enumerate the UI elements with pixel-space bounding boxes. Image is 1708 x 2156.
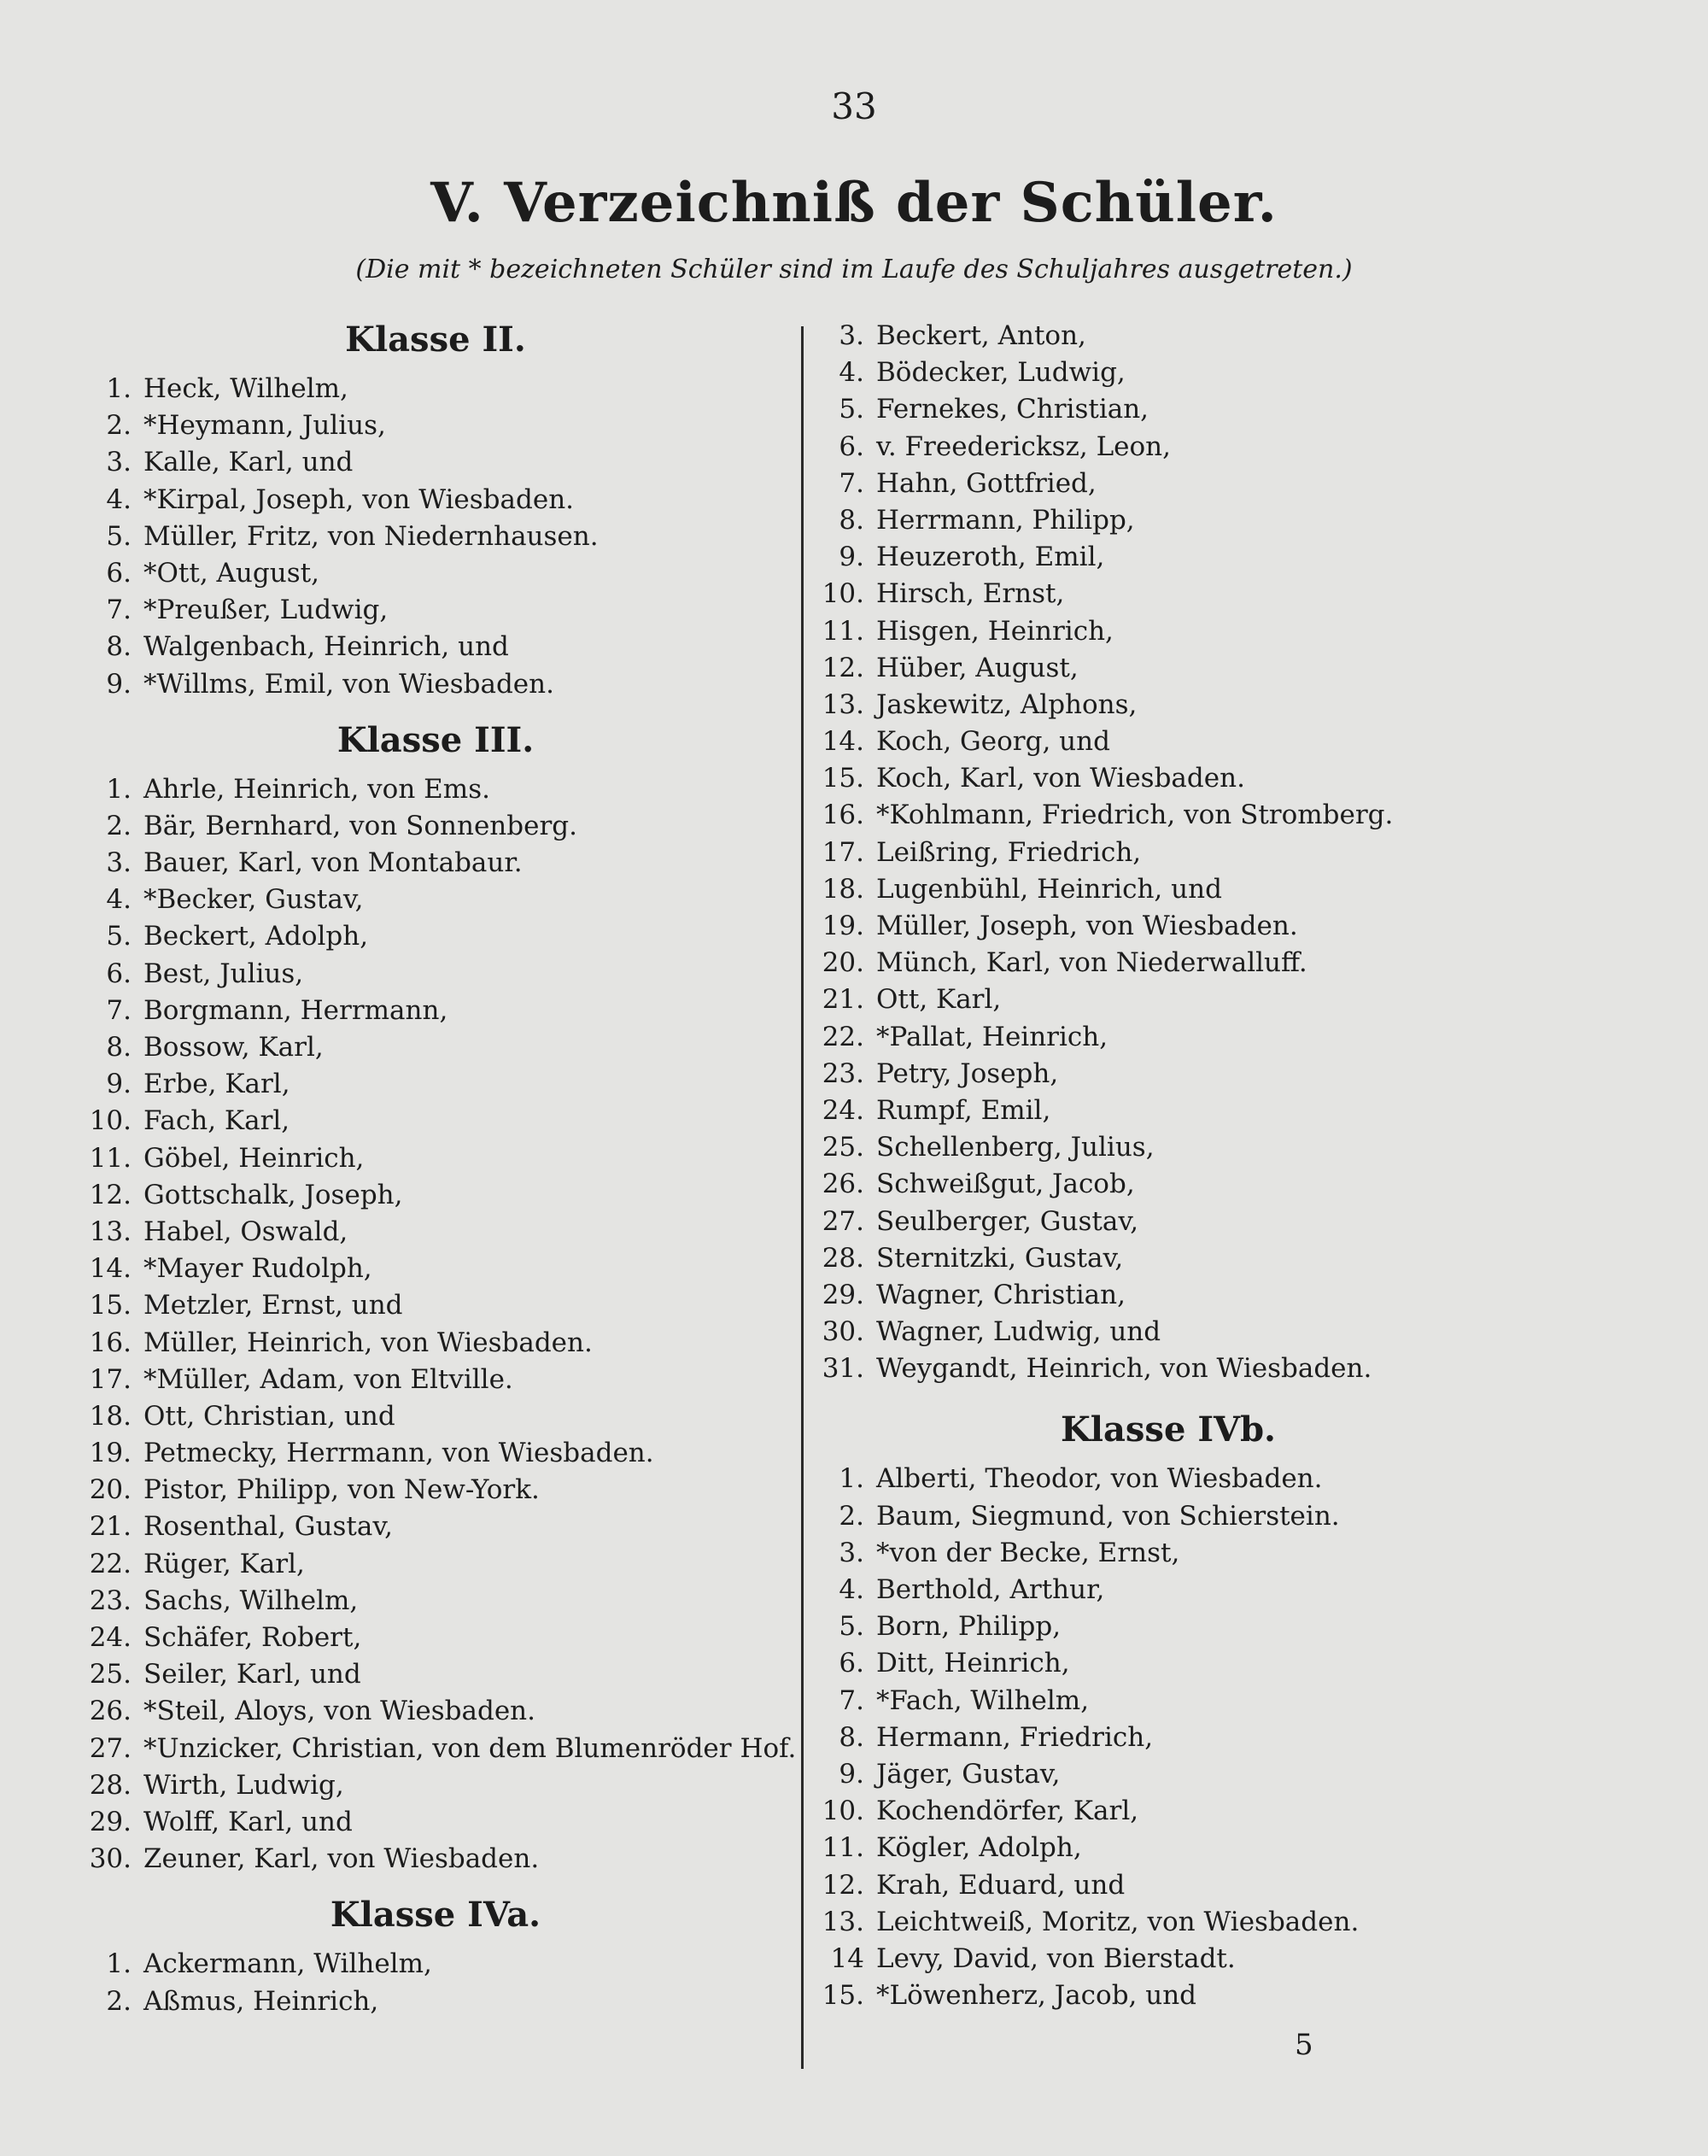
student-name: Lugenbühl, Heinrich, und — [876, 873, 1222, 905]
student-name: Göbel, Heinrich, — [143, 1142, 365, 1174]
entry-number: 8. — [839, 1721, 864, 1753]
page-title: V. Verzeichniß der Schüler. — [430, 171, 1278, 235]
entry-number: 15. — [822, 1980, 864, 2012]
student-entry — [85, 371, 786, 407]
entry-number: 1. — [106, 1948, 132, 1980]
entry-number: 15. — [89, 1290, 132, 1321]
student-entry — [85, 1620, 786, 1656]
student-entry — [818, 502, 1518, 539]
student-name: Walgenbach, Heinrich, und — [143, 631, 509, 663]
student-entry — [85, 1693, 786, 1730]
student-name: Zeuner, Karl, von Wiesbaden. — [143, 1843, 540, 1875]
student-entry — [85, 771, 786, 808]
entry-number: 17. — [89, 1363, 132, 1395]
student-entry — [85, 1946, 786, 1983]
entry-number: 10. — [89, 1105, 132, 1137]
student-entry — [818, 1093, 1518, 1129]
entry-number: 24. — [89, 1622, 132, 1653]
student-entry — [818, 908, 1518, 945]
column-divider — [801, 326, 804, 2069]
student-entry — [85, 1656, 786, 1693]
entry-number: 23. — [89, 1585, 132, 1616]
entry-number: 7. — [839, 1684, 864, 1716]
student-entry — [818, 1129, 1518, 1166]
entry-number: 14 — [830, 1942, 864, 1974]
student-entry — [818, 1572, 1518, 1608]
student-entry — [85, 1287, 786, 1324]
student-entry — [818, 871, 1518, 908]
student-name: *Heymann, Julius, — [143, 410, 386, 442]
student-name: Sternitzki, Gustav, — [876, 1242, 1124, 1274]
entry-number: 10. — [822, 578, 864, 610]
student-entry — [85, 1066, 786, 1103]
student-entry — [85, 592, 786, 629]
student-name: Bossow, Karl, — [143, 1032, 324, 1063]
student-entry — [85, 1472, 786, 1509]
student-entry — [85, 1177, 786, 1214]
entry-number: 11. — [89, 1142, 132, 1174]
student-name: Schäfer, Robert, — [143, 1622, 362, 1653]
student-name: Leißring, Friedrich, — [876, 836, 1142, 868]
student-name: Kalle, Karl, und — [143, 447, 354, 478]
entry-number: 5. — [106, 921, 132, 952]
student-name: *Löwenherz, Jacob, und — [876, 1980, 1197, 2012]
entry-number: 1. — [839, 1463, 864, 1495]
entry-number: 30. — [89, 1843, 132, 1875]
student-entry — [85, 808, 786, 845]
student-name: Kochendörfer, Karl, — [876, 1796, 1139, 1827]
student-name: Sachs, Wilhelm, — [143, 1585, 359, 1616]
class-list-II — [85, 371, 786, 703]
entry-number: 2. — [106, 410, 132, 442]
student-entry — [818, 1461, 1518, 1497]
student-name: Seiler, Karl, und — [143, 1659, 361, 1690]
student-name: Fernekes, Christian, — [876, 394, 1149, 425]
student-name: v. Freedericksz, Leon, — [876, 431, 1171, 462]
student-name: Rumpf, Emil, — [876, 1094, 1051, 1126]
student-entry — [818, 981, 1518, 1018]
entry-number: 11. — [822, 1832, 864, 1864]
student-entry — [818, 945, 1518, 981]
student-entry — [818, 466, 1518, 502]
entry-number: 14. — [822, 726, 864, 758]
entry-number: 29. — [822, 1279, 864, 1310]
student-entry — [818, 1019, 1518, 1056]
student-name: *Ott, August, — [143, 557, 319, 589]
student-name: Petmecky, Herrmann, von Wiesbaden. — [143, 1438, 654, 1469]
entry-number: 22. — [89, 1548, 132, 1579]
class-list-IVa — [85, 1946, 786, 2019]
student-entry — [85, 845, 786, 882]
student-entry — [85, 666, 786, 703]
student-entry — [85, 1804, 786, 1841]
student-name: Bödecker, Ludwig, — [876, 357, 1126, 389]
student-name: Ditt, Heinrich, — [876, 1648, 1070, 1679]
entry-number: 5. — [839, 394, 864, 425]
student-name: Heuzeroth, Emil, — [876, 542, 1105, 573]
student-entry — [85, 1435, 786, 1472]
entry-number: 1. — [106, 773, 132, 805]
class-list-III — [85, 771, 797, 1878]
student-name: Beckert, Anton, — [876, 320, 1086, 351]
left-column — [85, 318, 797, 2020]
class-heading-IVa: Klasse IVa. — [330, 1895, 541, 1936]
entry-number: 26. — [89, 1696, 132, 1727]
student-entry — [818, 1498, 1518, 1535]
student-name: Münch, Karl, von Niederwalluff. — [876, 947, 1307, 979]
student-name: Best, Julius, — [143, 958, 304, 989]
student-entry — [818, 1204, 1518, 1240]
student-entry — [818, 1904, 1518, 1941]
student-entry — [818, 687, 1518, 724]
student-name: Wirth, Ludwig, — [143, 1769, 344, 1801]
entry-number: 7. — [106, 994, 132, 1026]
entry-number: 2. — [106, 810, 132, 841]
entry-number: 25. — [89, 1659, 132, 1690]
student-name: Wolff, Karl, und — [143, 1806, 353, 1837]
entry-number: 16. — [89, 1327, 132, 1358]
entry-number: 31. — [822, 1353, 864, 1385]
student-entry — [818, 1608, 1518, 1645]
student-name: *Becker, Gustav, — [143, 884, 364, 916]
student-entry — [85, 555, 786, 592]
student-name: Ott, Karl, — [876, 984, 1002, 1016]
student-name: Leichtweiß, Moritz, von Wiesbaden. — [876, 1906, 1360, 1937]
student-entry — [85, 1841, 786, 1878]
student-entry — [85, 1140, 786, 1177]
entry-number: 16. — [822, 800, 864, 831]
student-entry — [818, 650, 1518, 687]
student-name: Metzler, Ernst, und — [143, 1290, 403, 1321]
student-entry — [818, 1720, 1518, 1756]
student-name: *Preußer, Ludwig, — [143, 595, 389, 626]
student-entry — [818, 576, 1518, 612]
student-name: Koch, Georg, und — [876, 726, 1110, 758]
student-entry — [85, 1731, 797, 1767]
student-entry — [818, 318, 1518, 354]
student-name: Bauer, Karl, von Montabaur. — [143, 847, 523, 879]
student-entry — [818, 1941, 1518, 1977]
student-name: Weygandt, Heinrich, von Wiesbaden. — [876, 1353, 1372, 1385]
student-entry — [85, 1214, 786, 1251]
student-entry — [85, 629, 786, 665]
student-name: Baum, Siegmund, von Schierstein. — [876, 1500, 1340, 1532]
entry-number: 28. — [822, 1242, 864, 1274]
entry-number: 18. — [822, 873, 864, 905]
entry-number: 19. — [822, 911, 864, 941]
student-name: Rosenthal, Gustav, — [143, 1511, 394, 1543]
entry-number: 12. — [822, 1869, 864, 1901]
student-name: *Müller, Adam, von Eltville. — [143, 1363, 513, 1395]
student-entry — [818, 1277, 1518, 1314]
student-entry — [818, 1867, 1518, 1904]
student-name: Ott, Christian, und — [143, 1400, 395, 1432]
student-name: Beckert, Adolph, — [143, 921, 369, 952]
student-name: Herrmann, Philipp, — [876, 504, 1135, 536]
entry-number: 13. — [822, 688, 864, 720]
student-name: Müller, Joseph, von Wiesbaden. — [876, 911, 1298, 941]
student-name: Wagner, Christian, — [876, 1279, 1126, 1310]
entry-number: 9. — [106, 668, 132, 700]
student-entry — [85, 1398, 786, 1435]
student-entry — [85, 1362, 786, 1398]
entry-number: 4. — [839, 1574, 864, 1605]
student-name: Alberti, Theodor, von Wiesbaden. — [876, 1463, 1323, 1495]
student-entry — [85, 993, 786, 1029]
student-entry — [818, 724, 1518, 760]
entry-number: 20. — [822, 947, 864, 979]
entry-number: 4. — [839, 357, 864, 389]
entry-number: 29. — [89, 1806, 132, 1837]
entry-number: 11. — [822, 615, 864, 647]
entry-number: 15. — [822, 763, 864, 794]
entry-number: 7. — [839, 467, 864, 499]
entry-number: 21. — [89, 1511, 132, 1543]
student-entry — [818, 613, 1518, 650]
student-name: Petry, Joseph, — [876, 1057, 1059, 1089]
student-entry — [818, 1645, 1518, 1682]
student-name: Hermann, Friedrich, — [876, 1721, 1154, 1753]
entry-number: 8. — [106, 631, 132, 663]
student-entry — [818, 1240, 1518, 1277]
student-entry — [85, 482, 786, 518]
entry-number: 13. — [822, 1906, 864, 1937]
student-entry — [85, 444, 786, 481]
student-entry — [818, 797, 1518, 834]
student-entry — [818, 1350, 1518, 1387]
entry-number: 6. — [839, 431, 864, 462]
entry-number: 4. — [106, 483, 132, 515]
student-name: Borgmann, Herrmann, — [143, 994, 448, 1026]
student-entry — [818, 539, 1518, 576]
student-name: *Pallat, Heinrich, — [876, 1021, 1108, 1052]
student-name: Erbe, Karl, — [143, 1069, 290, 1100]
class-heading-IVb: Klasse IVb. — [1061, 1409, 1276, 1450]
student-name: *Kohlmann, Friedrich, von Stromberg. — [876, 800, 1394, 831]
entry-number: 5. — [839, 1611, 864, 1643]
student-name: Heck, Wilhelm, — [143, 373, 348, 404]
student-name: Schweißgut, Jacob, — [876, 1169, 1135, 1200]
entry-number: 9. — [106, 1069, 132, 1100]
entry-number: 8. — [106, 1032, 132, 1063]
student-entry — [85, 518, 786, 555]
student-entry — [85, 1029, 786, 1066]
student-entry — [818, 391, 1518, 428]
student-name: Fach, Karl, — [143, 1105, 290, 1137]
student-entry — [818, 1793, 1518, 1830]
student-name: Wagner, Ludwig, und — [876, 1316, 1161, 1348]
student-name: Habel, Oswald, — [143, 1216, 348, 1247]
entry-number: 25. — [822, 1132, 864, 1163]
student-entry — [85, 882, 786, 918]
student-entry — [85, 1546, 786, 1583]
page-subtitle: (Die mit * bezeichneten Schüler sind im Laufe des Schuljahres ausgetreten.) — [355, 255, 1353, 284]
student-name: Hirsch, Ernst, — [876, 578, 1065, 610]
class-heading-III: Klasse III. — [336, 719, 535, 760]
student-name: *Willms, Emil, von Wiesbaden. — [143, 668, 554, 700]
student-entry — [818, 1977, 1518, 2014]
student-name: Aßmus, Heinrich, — [143, 1985, 379, 2017]
student-name: Levy, David, von Bierstadt. — [876, 1942, 1236, 1974]
entry-number: 19. — [89, 1438, 132, 1469]
entry-number: 12. — [89, 1179, 132, 1210]
entry-number: 2. — [839, 1500, 864, 1532]
student-entry — [818, 429, 1518, 466]
student-name: Ackermann, Wilhelm, — [143, 1948, 432, 1980]
entry-number: 10. — [822, 1796, 864, 1827]
entry-number: 6. — [106, 958, 132, 989]
student-name: Bär, Bernhard, von Sonnenberg. — [143, 810, 577, 841]
entry-number: 7. — [106, 595, 132, 626]
entry-number: 9. — [839, 1758, 864, 1790]
student-entry — [85, 1583, 786, 1620]
entry-number: 24. — [822, 1094, 864, 1126]
student-entry — [818, 1056, 1518, 1093]
entry-number: 3. — [106, 447, 132, 478]
student-name: *Mayer Rudolph, — [143, 1253, 372, 1285]
class-list-IVb — [818, 1461, 1518, 2014]
student-name: Gottschalk, Joseph, — [143, 1179, 403, 1210]
student-entry — [818, 1166, 1518, 1203]
student-name: Müller, Heinrich, von Wiesbaden. — [143, 1327, 593, 1358]
entry-number: 18. — [89, 1400, 132, 1432]
entry-number: 5. — [106, 520, 132, 552]
student-entry — [85, 956, 786, 993]
student-entry — [85, 1325, 786, 1362]
entry-number: 1. — [106, 373, 132, 404]
student-name: Schellenberg, Julius, — [876, 1132, 1155, 1163]
entry-number: 27. — [89, 1732, 132, 1764]
student-name: Hahn, Gottfried, — [876, 467, 1097, 499]
student-entry — [85, 918, 786, 955]
page-number: 33 — [831, 85, 877, 127]
signature-mark: 5 — [1295, 2028, 1313, 2062]
entry-number: 22. — [822, 1021, 864, 1052]
student-entry — [818, 354, 1518, 391]
entry-number: 12. — [822, 652, 864, 683]
student-entry — [818, 760, 1518, 797]
student-name: Seulberger, Gustav, — [876, 1205, 1139, 1237]
student-name: Pistor, Philipp, von New-York. — [143, 1474, 540, 1506]
student-name: Müller, Fritz, von Niedernhausen. — [143, 520, 599, 552]
student-entry — [85, 1509, 786, 1545]
student-entry — [818, 1314, 1518, 1350]
entry-number: 26. — [822, 1169, 864, 1200]
entry-number: 20. — [89, 1474, 132, 1506]
entry-number: 23. — [822, 1057, 864, 1089]
student-entry — [818, 1830, 1518, 1866]
student-entry — [85, 407, 786, 444]
entry-number: 6. — [106, 557, 132, 589]
student-name: Hisgen, Heinrich, — [876, 615, 1114, 647]
student-name: *Steil, Aloys, von Wiesbaden. — [143, 1696, 535, 1727]
entry-number: 13. — [89, 1216, 132, 1247]
entry-number: 8. — [839, 504, 864, 536]
student-entry — [818, 1535, 1518, 1572]
student-name: Krah, Eduard, und — [876, 1869, 1126, 1901]
student-name: Ahrle, Heinrich, von Ems. — [143, 773, 490, 805]
student-name: Koch, Karl, von Wiesbaden. — [876, 763, 1245, 794]
student-entry — [818, 1756, 1518, 1793]
entry-number: 27. — [822, 1205, 864, 1237]
entry-number: 3. — [839, 320, 864, 351]
student-name: Born, Philipp, — [876, 1611, 1062, 1643]
entry-number: 4. — [106, 884, 132, 916]
right-column — [818, 318, 1518, 2014]
student-name: Jäger, Gustav, — [876, 1758, 1061, 1790]
entry-number: 17. — [822, 836, 864, 868]
class-heading-II: Klasse II. — [345, 319, 526, 360]
class-list-IVa-continued — [818, 318, 1518, 1387]
student-entry — [85, 1767, 786, 1804]
entry-number: 3. — [106, 847, 132, 879]
student-name: *Kirpal, Joseph, von Wiesbaden. — [143, 483, 575, 515]
student-entry — [85, 1103, 786, 1140]
entry-number: 3. — [839, 1537, 864, 1568]
student-name: Kögler, Adolph, — [876, 1832, 1082, 1864]
entry-number: 9. — [839, 542, 864, 573]
student-name: Berthold, Arthur, — [876, 1574, 1105, 1605]
entry-number: 2. — [106, 1985, 132, 2017]
entry-number: 14. — [89, 1253, 132, 1285]
entry-number: 28. — [89, 1769, 132, 1801]
student-entry — [818, 835, 1518, 871]
student-name: Jaskewitz, Alphons, — [876, 688, 1138, 720]
entry-number: 30. — [822, 1316, 864, 1348]
student-name: *Fach, Wilhelm, — [876, 1684, 1090, 1716]
entry-number: 21. — [822, 984, 864, 1016]
student-name: *von der Becke, Ernst, — [876, 1537, 1180, 1568]
student-entry — [818, 1683, 1518, 1720]
student-entry — [85, 1983, 786, 2020]
student-name: *Unzicker, Christian, von dem Blumenröder Hof. — [143, 1732, 797, 1764]
student-name: Hüber, August, — [876, 652, 1079, 683]
student-name: Rüger, Karl, — [143, 1548, 305, 1579]
student-entry — [85, 1251, 786, 1287]
entry-number: 6. — [839, 1648, 864, 1679]
